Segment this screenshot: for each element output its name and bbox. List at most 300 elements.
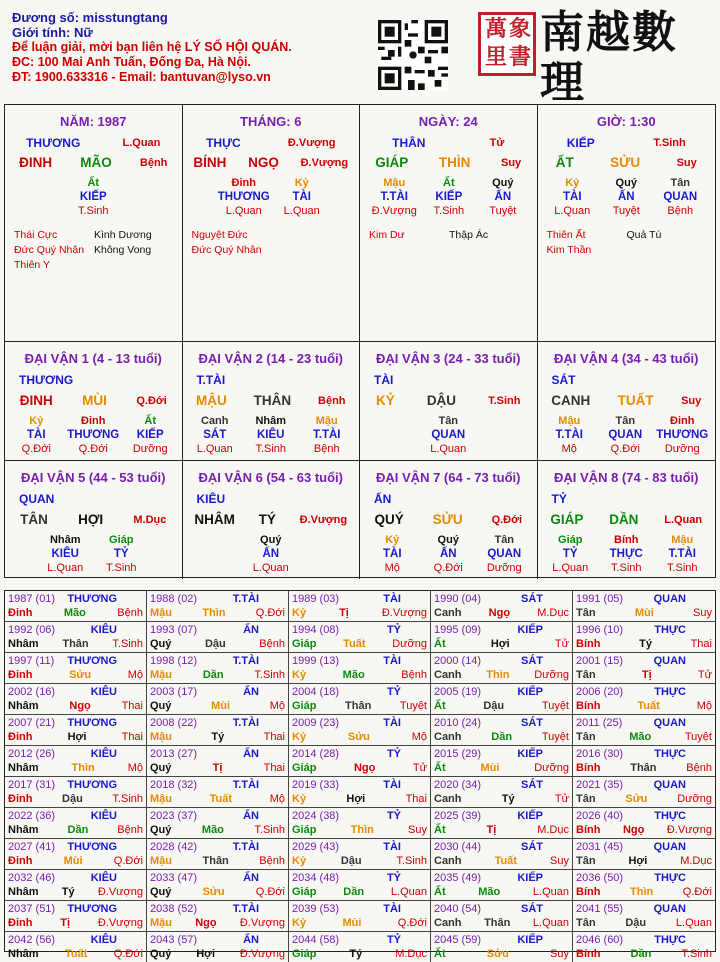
year-bottom — [150, 854, 285, 868]
god-row — [538, 136, 716, 150]
year-cell — [147, 746, 289, 777]
year-bottom — [576, 668, 712, 682]
year-label: 2041 (55) — [576, 903, 624, 915]
dai-van-god: T.TÀI — [196, 373, 226, 387]
year-label: 2045 (59) — [434, 934, 482, 946]
hidden-god: KIÊU — [257, 429, 285, 441]
year-label: 2010 (24) — [434, 717, 482, 729]
year-bottom — [150, 668, 285, 682]
year-stem: Canh — [434, 793, 462, 805]
year-stage: Thai — [690, 638, 712, 650]
year-cell — [147, 932, 289, 962]
year-stem: Tân — [576, 607, 596, 619]
year-god: T.TÀI — [232, 903, 259, 915]
hidden-stage: Q.Đới — [610, 443, 640, 455]
year-cell — [431, 808, 573, 839]
hidden-stem-col — [604, 176, 648, 218]
pillar-cell — [538, 105, 716, 342]
year-label: 2004 (18) — [292, 686, 340, 698]
hidden-stem-col — [367, 533, 417, 575]
year-top — [434, 716, 569, 730]
year-label: 2039 (53) — [292, 903, 340, 915]
year-god: ẤN — [243, 934, 259, 946]
hidden-stem: Đinh — [670, 415, 695, 427]
hidden-god: THƯƠNG — [656, 429, 709, 441]
year-branch: Mão — [478, 886, 501, 898]
hidden-stems — [360, 176, 537, 218]
hidden-stems — [183, 176, 360, 218]
hidden-stems — [360, 414, 537, 456]
year-top — [292, 778, 427, 792]
year-bottom — [576, 606, 712, 620]
year-cell — [5, 746, 147, 777]
hidden-god: TÀI — [382, 548, 402, 560]
year-top — [8, 871, 143, 885]
hidden-stem-col — [423, 414, 473, 456]
hidden-stem-col — [96, 533, 146, 575]
status: T.Sinh — [488, 394, 521, 407]
year-label: 2001 (15) — [576, 655, 624, 667]
year-branch: Mão — [63, 607, 86, 619]
year-label: 2036 (50) — [576, 872, 624, 884]
year-top — [150, 840, 285, 854]
hidden-stem: Kỷ — [294, 177, 309, 189]
year-bottom — [576, 916, 712, 930]
year-top — [150, 654, 285, 668]
year-god: QUAN — [653, 903, 686, 915]
year-stage: Bệnh — [401, 669, 427, 681]
year-god: ẤN — [243, 810, 259, 822]
stars-list — [547, 228, 716, 258]
year-branch: Thân — [630, 762, 657, 774]
dai-van-title: ĐẠI VẬN 4 (34 - 43 tuổi) — [554, 351, 699, 366]
year-stem: Quý — [150, 948, 172, 960]
year-god: T.TÀI — [232, 779, 259, 791]
year-stage: Đ.Vượng — [97, 917, 143, 929]
hidden-stem: Ất — [87, 177, 100, 189]
year-god: THƯƠNG — [67, 841, 117, 853]
year-label: 2021 (35) — [576, 779, 624, 791]
year-stem: Đinh — [8, 731, 33, 743]
hidden-stage: Mộ — [561, 443, 577, 455]
year-top — [576, 592, 712, 606]
year-top — [576, 871, 712, 885]
year-stage: Đ.Vượng — [97, 886, 143, 898]
dai-van-title: ĐẠI VẬN 6 (54 - 63 tuổi) — [198, 470, 343, 485]
hidden-god: QUAN — [608, 429, 643, 441]
year-stage: M.Dục — [537, 824, 569, 836]
stem-branch-row — [360, 155, 537, 170]
year-cell — [289, 777, 431, 808]
year-stage: M.Dục — [680, 855, 712, 867]
year-stage: Mộ — [411, 731, 427, 743]
year-stem: Mậu — [150, 731, 172, 743]
year-stage: Tuyệt — [541, 700, 569, 712]
year-branch: Tị — [486, 824, 497, 836]
year-branch: Dậu — [483, 700, 505, 712]
year-cell — [573, 591, 715, 622]
four-pillars-grid — [4, 104, 716, 578]
year-god: KIÊU — [90, 810, 117, 822]
year-branch: Sửu — [347, 731, 370, 743]
year-cell — [431, 591, 573, 622]
earthly-branch: NGỌ — [248, 155, 279, 170]
year-stage: Tuyệt — [684, 731, 712, 743]
year-cell — [5, 839, 147, 870]
year-label: 2000 (14) — [434, 655, 482, 667]
year-god: TỶ — [386, 872, 401, 884]
year-cell — [5, 808, 147, 839]
year-stage: M.Dục — [537, 607, 569, 619]
hidden-stems — [183, 533, 360, 575]
star-bad: Quả Tú — [626, 229, 662, 241]
year-branch: Tị — [212, 762, 223, 774]
year-stage: L.Quan — [532, 917, 569, 929]
year-bottom — [292, 792, 427, 806]
hidden-stems — [538, 414, 716, 456]
hidden-stage: Dưỡng — [132, 443, 168, 455]
star-good: Kim Dư — [369, 229, 405, 241]
year-branch: Thân — [202, 855, 229, 867]
year-stage: T.Sinh — [112, 638, 143, 650]
year-top — [8, 809, 143, 823]
year-label: 2027 (41) — [8, 841, 56, 853]
year-cell — [573, 870, 715, 901]
year-stage: Bệnh — [686, 762, 712, 774]
year-label: 1988 (02) — [150, 593, 198, 605]
year-label: 1999 (13) — [292, 655, 340, 667]
year-label: 2044 (58) — [292, 934, 340, 946]
hidden-stems — [183, 414, 360, 456]
year-stem: Giáp — [292, 762, 317, 774]
dai-van-cell — [5, 342, 183, 461]
earthly-branch: TÝ — [258, 512, 276, 527]
year-god: QUAN — [653, 655, 686, 667]
year-branch: Mùi — [63, 855, 83, 867]
year-cell — [431, 746, 573, 777]
year-bottom — [292, 699, 427, 713]
year-stem: Nhâm — [8, 638, 39, 650]
year-branch: Hợi — [628, 855, 648, 867]
year-cell — [431, 622, 573, 653]
year-god: TỶ — [386, 810, 401, 822]
year-cell — [573, 932, 715, 962]
hidden-stem: Mậu — [383, 177, 406, 189]
year-cell — [573, 622, 715, 653]
year-stage: Suy — [550, 855, 569, 867]
year-stage: Q.Đới — [113, 855, 143, 867]
pillar-title: THÁNG: 6 — [240, 114, 302, 129]
hidden-god: ẤN — [262, 548, 280, 560]
year-bottom — [8, 792, 143, 806]
year-god: KIẾP — [517, 872, 543, 884]
year-stage: Đ.Vượng — [666, 824, 712, 836]
year-cell — [289, 715, 431, 746]
year-branch: Sửu — [202, 886, 225, 898]
hidden-stem-col — [125, 414, 175, 456]
pillar-cell — [183, 105, 361, 342]
year-bottom — [8, 761, 143, 775]
year-stem: Đinh — [8, 917, 33, 929]
year-top — [576, 809, 712, 823]
year-cell — [5, 901, 147, 932]
year-stage: Tuyệt — [399, 700, 427, 712]
year-stem: Giáp — [292, 638, 317, 650]
year-top — [8, 685, 143, 699]
year-cell — [573, 653, 715, 684]
hidden-stage: T.Sinh — [77, 205, 109, 217]
year-top — [150, 871, 285, 885]
ten-god: THỰC — [206, 136, 241, 150]
stars-row — [369, 228, 537, 243]
annual-luck-table — [4, 590, 716, 960]
year-top — [8, 840, 143, 854]
year-stage: Mộ — [696, 700, 712, 712]
stars-row — [547, 228, 716, 243]
year-god: THỰC — [654, 872, 686, 884]
year-cell — [431, 653, 573, 684]
year-top — [434, 747, 569, 761]
stars-row — [14, 243, 182, 258]
year-cell — [573, 808, 715, 839]
year-god: THỰC — [654, 624, 686, 636]
year-label: 2046 (60) — [576, 934, 624, 946]
hidden-stem-col — [600, 414, 650, 456]
pillar-title: NĂM: 1987 — [60, 114, 127, 129]
year-bottom — [150, 792, 285, 806]
year-stem: Canh — [434, 855, 462, 867]
status: Đ.Vượng — [299, 513, 348, 526]
hidden-god: KIÊU — [51, 548, 79, 560]
year-bottom — [434, 761, 569, 775]
year-branch: Dần — [343, 886, 365, 898]
year-branch: Hợi — [490, 638, 510, 650]
year-bottom — [434, 916, 569, 930]
year-stage: M.Dục — [395, 948, 427, 960]
year-top — [434, 623, 569, 637]
year-god: THƯƠNG — [67, 717, 117, 729]
year-stem: Tân — [576, 669, 596, 681]
hidden-stem: Tân — [438, 415, 459, 427]
hidden-god: KIẾP — [79, 191, 107, 203]
year-god: THỰC — [654, 686, 686, 698]
year-label: 2016 (30) — [576, 748, 624, 760]
year-label: 2008 (22) — [150, 717, 198, 729]
year-stem: Bính — [576, 886, 601, 898]
pillar-title: GIỜ: 1:30 — [596, 114, 656, 129]
year-cell — [289, 839, 431, 870]
dai-van-cell — [183, 461, 361, 579]
stars-list — [192, 228, 360, 258]
year-bottom — [292, 730, 427, 744]
year-cell — [147, 870, 289, 901]
year-god: KIẾP — [517, 934, 543, 946]
year-label: 1990 (04) — [434, 593, 482, 605]
status: Q.Đới — [491, 513, 522, 526]
year-stem: Kỷ — [292, 855, 307, 867]
earthly-branch: THÂN — [253, 393, 292, 408]
year-stem: Mậu — [150, 607, 172, 619]
god-row — [360, 136, 537, 150]
year-stage: Suy — [693, 607, 712, 619]
hidden-stage: Tuyệt — [612, 205, 640, 217]
gender: Giới tính: Nữ — [12, 25, 93, 40]
red-seal-stamp — [478, 12, 536, 76]
year-stem: Ất — [434, 700, 446, 712]
year-branch: Tị — [60, 917, 71, 929]
hidden-stage: Mộ — [384, 562, 400, 574]
year-stem: Kỷ — [292, 731, 307, 743]
stem-branch-row — [5, 512, 182, 527]
hidden-stem-col — [11, 414, 61, 456]
earthly-branch: SỬU — [610, 155, 641, 170]
year-bottom — [292, 823, 427, 837]
hidden-stem-col — [545, 533, 595, 575]
year-cell — [573, 746, 715, 777]
year-stem: Kỷ — [292, 917, 307, 929]
hidden-stem-col — [67, 414, 119, 456]
heavenly-stem: ĐINH — [19, 393, 53, 408]
year-bottom — [292, 885, 427, 899]
year-label: 1987 (01) — [8, 593, 56, 605]
year-label: 2009 (23) — [292, 717, 340, 729]
hidden-stage: L.Quan — [225, 205, 262, 217]
stage: T.Sinh — [653, 137, 686, 149]
year-label: 2025 (39) — [434, 810, 482, 822]
year-stem: Ất — [434, 762, 446, 774]
year-stage: Tuyệt — [541, 731, 569, 743]
dai-van-god: QUAN — [19, 492, 55, 506]
address: ĐC: 100 Mai Anh Tuấn, Đống Đa, Hà Nội. — [12, 55, 251, 69]
year-god: THƯƠNG — [67, 779, 117, 791]
hidden-god: QUAN — [487, 548, 522, 560]
year-god: TÀI — [383, 655, 401, 667]
hidden-stage: Q.Đới — [78, 443, 108, 455]
year-top — [576, 623, 712, 637]
dai-van-title: ĐẠI VẬN 3 (24 - 33 tuổi) — [376, 351, 521, 366]
stem-branch-row — [360, 512, 537, 527]
year-stage: L.Quan — [532, 886, 569, 898]
year-label: 2024 (38) — [292, 810, 340, 822]
year-god: KIÊU — [90, 686, 117, 698]
year-top — [292, 685, 427, 699]
hidden-stage: L.Quan — [196, 443, 233, 455]
dai-van-title: ĐẠI VẬN 1 (4 - 13 tuổi) — [24, 351, 162, 366]
year-stage: Tử — [412, 762, 427, 774]
year-cell — [147, 839, 289, 870]
heavenly-stem: ẤT — [555, 155, 574, 170]
year-label: 2020 (34) — [434, 779, 482, 791]
year-bottom — [8, 854, 143, 868]
year-bottom — [8, 885, 143, 899]
year-branch: Tý — [501, 793, 515, 805]
year-stage: T.Sinh — [396, 855, 427, 867]
hidden-god: THỰC — [609, 548, 643, 560]
year-stem: Quý — [150, 824, 172, 836]
qr-code-icon[interactable] — [378, 20, 448, 90]
pillar-title: NGÀY: 24 — [418, 114, 478, 129]
year-top — [576, 778, 712, 792]
hidden-stems — [5, 176, 182, 218]
year-stage: Đ.Vượng — [239, 917, 285, 929]
year-top — [8, 902, 143, 916]
dai-van-title: ĐẠI VẬN 2 (14 - 23 tuổi) — [198, 351, 343, 366]
year-branch: Mùi — [342, 917, 362, 929]
year-cell — [431, 777, 573, 808]
dai-van-cell — [5, 461, 183, 579]
year-bottom — [8, 947, 143, 961]
star-good: Thái Cực — [14, 229, 58, 241]
stage: Tử — [489, 137, 505, 149]
year-cell — [5, 684, 147, 715]
year-top — [150, 716, 285, 730]
hidden-stem: Ất — [144, 415, 157, 427]
year-label: 1996 (10) — [576, 624, 624, 636]
year-top — [8, 716, 143, 730]
year-top — [8, 654, 143, 668]
star-good: Kim Thần — [546, 244, 592, 256]
year-branch: Sửu — [69, 669, 92, 681]
hidden-god: ẤN — [439, 548, 457, 560]
star-good: Đức Quý Nhân — [14, 244, 85, 256]
hidden-stem-col — [658, 176, 702, 218]
year-bottom — [8, 637, 143, 651]
hidden-stem-col — [481, 176, 525, 218]
year-stage: Tử — [554, 638, 569, 650]
hidden-god: THƯƠNG — [217, 191, 270, 203]
year-top — [434, 840, 569, 854]
hidden-stems — [538, 176, 716, 218]
year-cell — [5, 591, 147, 622]
year-god: TỶ — [386, 686, 401, 698]
year-branch: Tị — [339, 607, 349, 619]
year-bottom — [292, 637, 427, 651]
year-stem: Quý — [150, 700, 172, 712]
year-god: THỰC — [654, 748, 686, 760]
dai-van-god: THƯƠNG — [19, 373, 74, 387]
year-stage: Đ.Vượng — [239, 948, 285, 960]
year-stage: Đ.Vượng — [381, 607, 427, 619]
year-stem: Tân — [576, 731, 596, 743]
hidden-stage: T.Sinh — [610, 562, 642, 574]
hidden-stem: Tân — [615, 415, 636, 427]
year-label: 2040 (54) — [434, 903, 482, 915]
year-branch: Ngọ — [622, 824, 645, 836]
year-god: KIẾP — [517, 810, 543, 822]
year-label: 2003 (17) — [150, 686, 198, 698]
year-bottom — [150, 730, 285, 744]
year-stem: Giáp — [292, 948, 317, 960]
year-label: 2019 (33) — [292, 779, 340, 791]
year-stem: Canh — [434, 731, 462, 743]
year-top — [576, 840, 712, 854]
year-branch: Dậu — [625, 917, 647, 929]
earthly-branch: THÌN — [438, 155, 471, 170]
year-stage: Thai — [405, 793, 427, 805]
year-branch: Thìn — [71, 762, 95, 774]
year-stem: Canh — [434, 917, 462, 929]
year-label: 2032 (46) — [8, 872, 56, 884]
hidden-stage: L.Quan — [283, 205, 320, 217]
year-stem: Kỷ — [292, 669, 307, 681]
year-god: QUAN — [653, 779, 686, 791]
year-stem: Kỷ — [292, 793, 307, 805]
year-bottom — [576, 792, 712, 806]
hidden-stem: Đinh — [81, 415, 106, 427]
seal-char: 里 — [485, 44, 508, 70]
star-good: Thiên Ất — [546, 229, 586, 241]
year-branch: Ngọ — [488, 607, 511, 619]
